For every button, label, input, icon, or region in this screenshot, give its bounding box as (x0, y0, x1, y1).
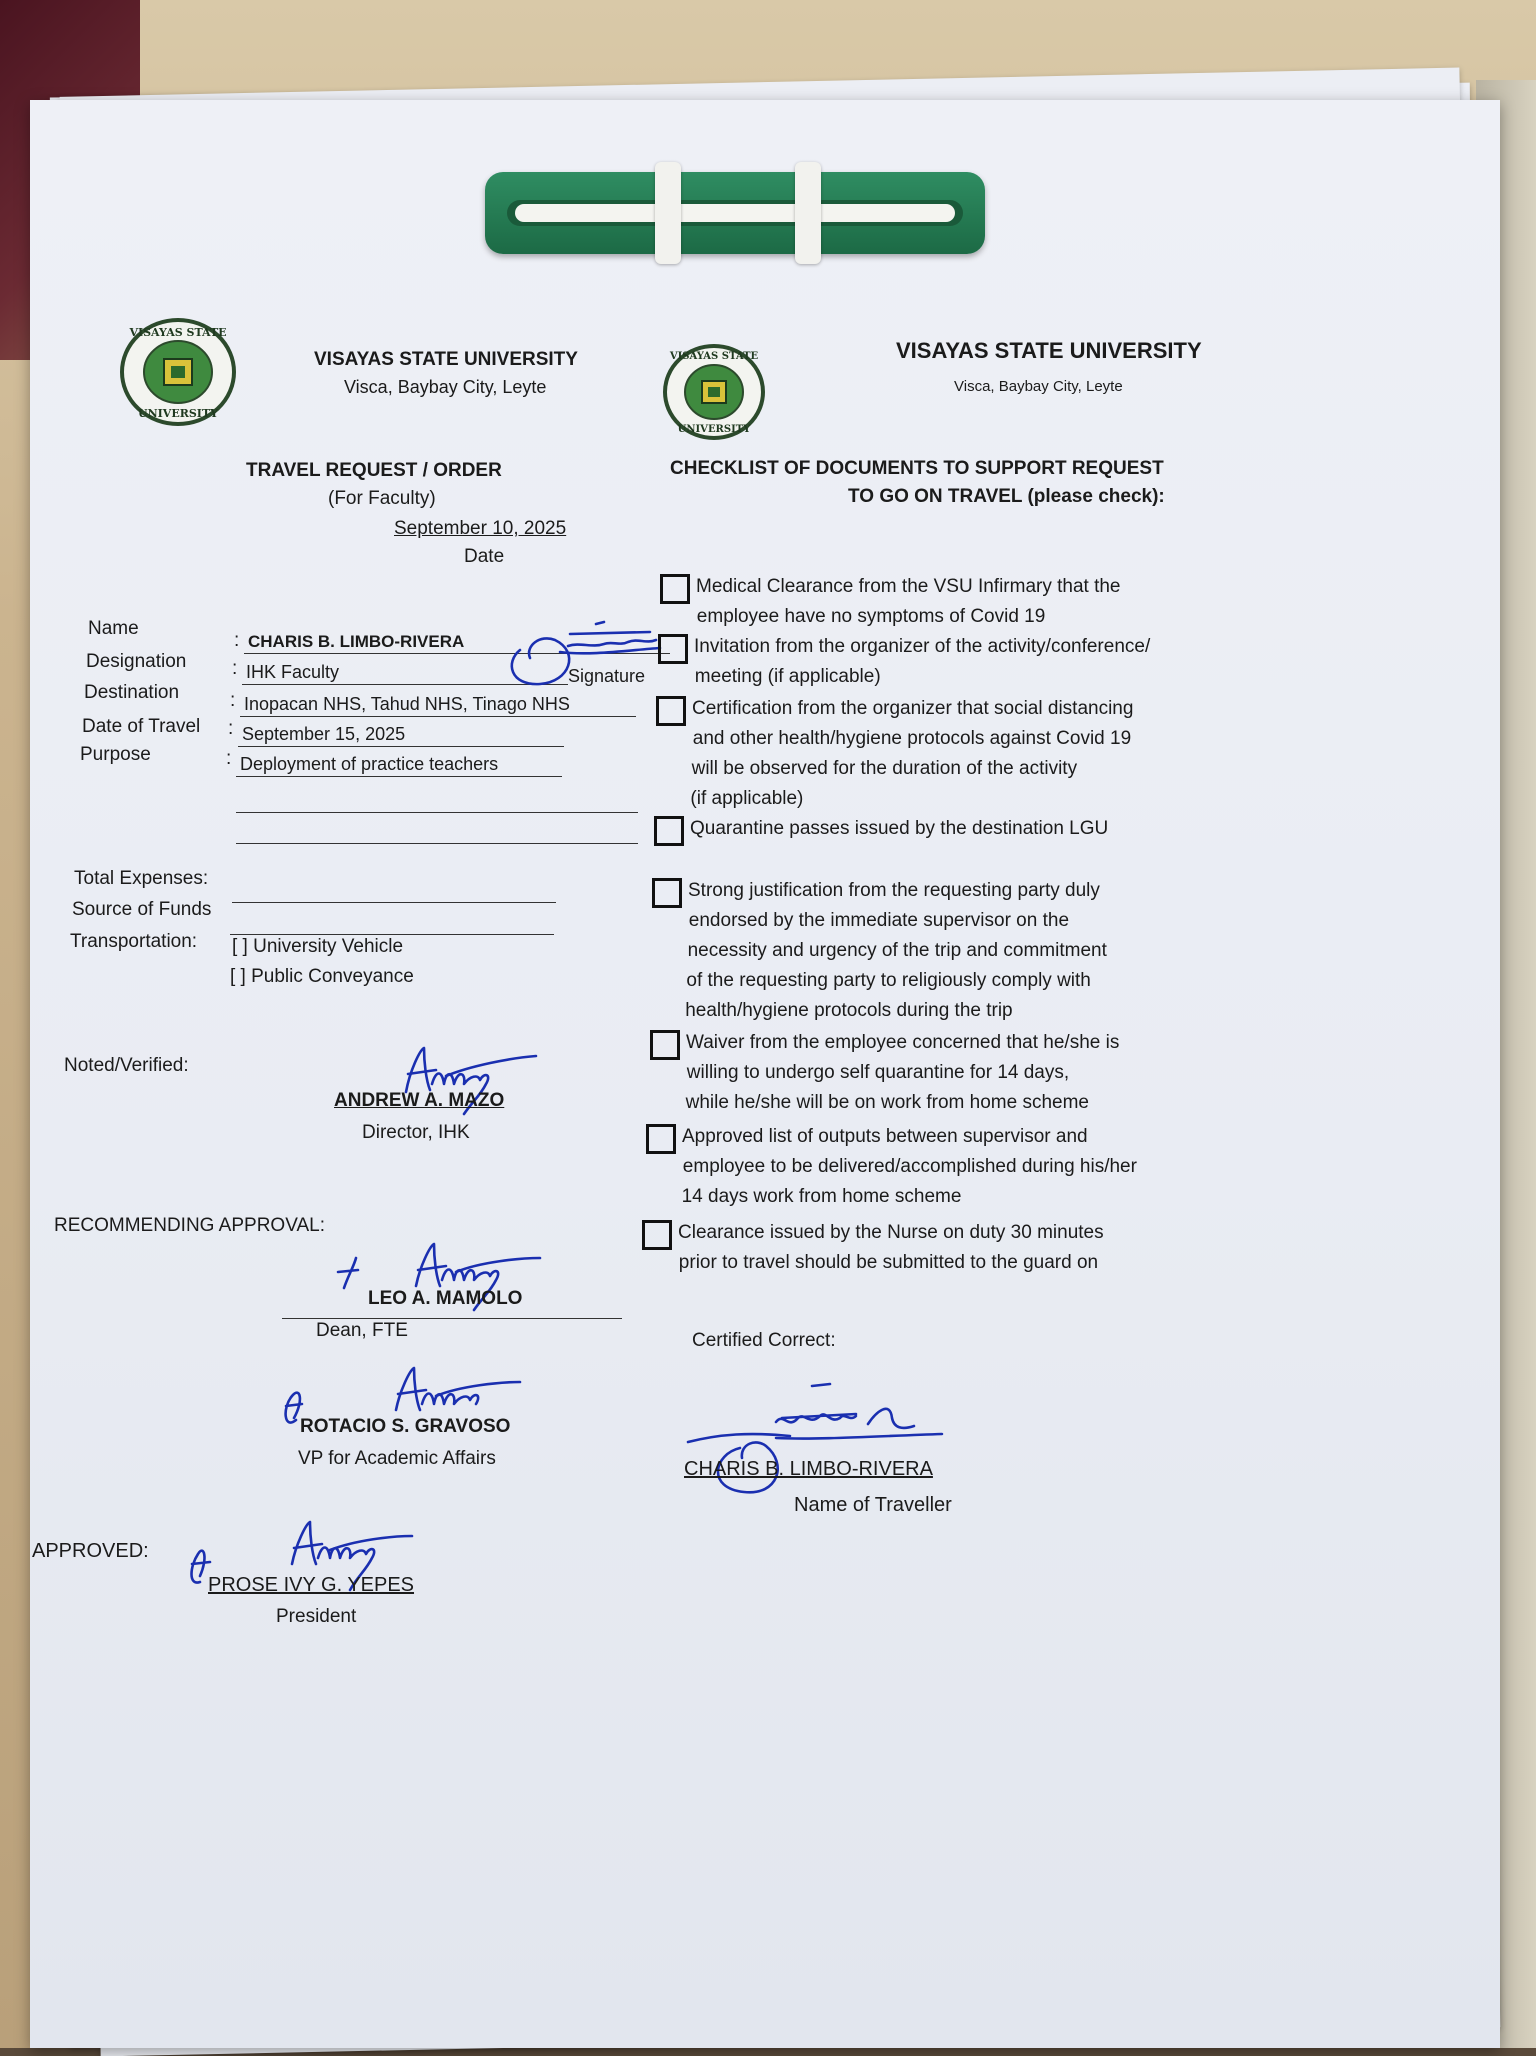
checklist-checkbox[interactable] (642, 1220, 672, 1250)
checklist-item-text: 14 days work from home scheme (681, 1186, 962, 1207)
dean-name: LEO A. MAMOLO (368, 1288, 523, 1309)
checklist-item-text: (if applicable) (690, 788, 804, 809)
checklist-item-text: Waiver from the employee concerned that he/she is (686, 1032, 1120, 1053)
source-of-funds-label: Source of Funds (72, 899, 212, 920)
signature-label: Signature (568, 666, 646, 686)
form-subtitle: (For Faculty) (328, 488, 436, 509)
certified-correct-label: Certified Correct: (692, 1330, 836, 1351)
checklist-checkbox[interactable] (660, 574, 690, 604)
checklist-item-text: meeting (if applicable) (694, 666, 881, 687)
noted-verified-label: Noted/Verified: (64, 1055, 189, 1076)
checklist-item-text: Invitation from the organizer of the activity/conference/ (694, 636, 1151, 657)
president-title: President (276, 1606, 357, 1627)
university-address-right: Visca, Baybay City, Leyte (954, 378, 1123, 395)
checklist-item-text: Strong justification from the requesting party duly (688, 880, 1100, 901)
university-seal-left (118, 316, 238, 428)
noted-name: ANDREW A. MAZO (334, 1090, 505, 1111)
checklist-item-text: willing to undergo self quarantine for 14 days, (686, 1062, 1070, 1083)
form-date-value: September 10, 2025 (394, 518, 567, 539)
destination-value: Inopacan NHS, Tahud NHS, Tinago NHS (240, 694, 636, 717)
checklist-item-text: will be observed for the duration of the activity (691, 758, 1078, 779)
recommending-approval-label: RECOMMENDING APPROVAL: (54, 1215, 325, 1236)
university-seal-right (662, 342, 766, 442)
checklist-item-text: necessity and urgency of the trip and commitment (687, 940, 1107, 961)
checklist-item-text: Certification from the organizer that social distancing (692, 698, 1134, 719)
vp-name: ROTACIO S. GRAVOSO (300, 1416, 511, 1437)
purpose-label: Purpose (80, 744, 151, 765)
checklist-checkbox[interactable] (652, 878, 682, 908)
checklist-item-text: endorsed by the immediate supervisor on the (688, 910, 1070, 931)
total-expenses-label: Total Expenses: (74, 868, 209, 889)
approved-label: APPROVED: (32, 1540, 149, 1562)
university-name-right: VISAYAS STATE UNIVERSITY (896, 338, 1202, 363)
vp-title: VP for Academic Affairs (298, 1448, 496, 1469)
date-of-travel-value: September 15, 2025 (238, 724, 564, 747)
form-title: TRAVEL REQUEST / ORDER (246, 460, 502, 481)
noted-title: Director, IHK (362, 1122, 470, 1143)
transport-option-vehicle: [ ] University Vehicle (232, 936, 404, 957)
checklist-checkbox[interactable] (656, 696, 686, 726)
purpose-value: Deployment of practice teachers (236, 754, 562, 777)
name-value: CHARIS B. LIMBO-RIVERA (244, 632, 670, 654)
colon: : (234, 630, 240, 651)
transport-option-public: [ ] Public Conveyance (230, 966, 414, 987)
checklist-item-text: of the requesting party to religiously comply with (686, 970, 1091, 991)
checklist-title-line2: TO GO ON TRAVEL (please check): (848, 486, 1165, 507)
checklist-item-text: employee have no symptoms of Covid 19 (696, 606, 1046, 627)
transportation-label: Transportation: (70, 931, 198, 952)
colon: : (226, 748, 232, 769)
university-name-left: VISAYAS STATE UNIVERSITY (314, 349, 578, 370)
university-address-left: Visca, Baybay City, Leyte (344, 377, 547, 397)
svg-text:VISAYAS STATE: VISAYAS STATE (129, 326, 227, 339)
purpose-extra-line (236, 843, 638, 844)
checklist-item-text: while he/she will be on work from home scheme (685, 1092, 1089, 1113)
checklist-item-text: and other health/hygiene protocols against Covid 19 (692, 728, 1132, 749)
checklist-checkbox[interactable] (658, 634, 688, 664)
dean-signature-line (282, 1318, 622, 1319)
svg-text:VISAYAS STATE: VISAYAS STATE (669, 351, 759, 362)
checklist-title-line1: CHECKLIST OF DOCUMENTS TO SUPPORT REQUEST (670, 458, 1164, 479)
designation-label: Designation (86, 651, 187, 672)
form-date-label: Date (464, 546, 505, 567)
checklist-checkbox[interactable] (646, 1124, 676, 1154)
designation-value: IHK Faculty (242, 662, 568, 685)
checklist-checkbox[interactable] (654, 816, 684, 846)
checklist-item-text: Quarantine passes issued by the destination LGU (690, 818, 1109, 839)
checklist-item-text: prior to travel should be submitted to the guard on (678, 1252, 1099, 1273)
svg-text:UNIVERSITY: UNIVERSITY (677, 424, 751, 435)
dean-title: Dean, FTE (316, 1320, 408, 1341)
date-of-travel-label: Date of Travel (82, 716, 201, 737)
svg-text:UNIVERSITY: UNIVERSITY (138, 407, 218, 420)
checklist-item-text: Approved list of outputs between supervisor and (682, 1126, 1088, 1147)
total-expenses-line (232, 902, 556, 903)
certified-name: CHARIS B. LIMBO-RIVERA (684, 1458, 933, 1480)
checklist-item-text: Medical Clearance from the VSU Infirmary that the (696, 576, 1121, 597)
colon: : (232, 658, 238, 679)
checklist-item-text: employee to be delivered/accomplished during his/her (682, 1156, 1137, 1177)
source-of-funds-line (230, 934, 554, 935)
checklist-item-text: health/hygiene protocols during the trip (685, 1000, 1013, 1021)
president-name: PROSE IVY G. YEPES (208, 1574, 415, 1596)
colon: : (228, 718, 234, 739)
destination-label: Destination (84, 682, 180, 703)
name-label: Name (88, 618, 139, 639)
certified-role: Name of Traveller (794, 1494, 952, 1516)
colon: : (230, 690, 236, 711)
traveller-signature (500, 612, 680, 692)
purpose-extra-line (236, 812, 638, 813)
checklist-checkbox[interactable] (650, 1030, 680, 1060)
checklist-item-text: Clearance issued by the Nurse on duty 30 minutes (678, 1222, 1104, 1243)
